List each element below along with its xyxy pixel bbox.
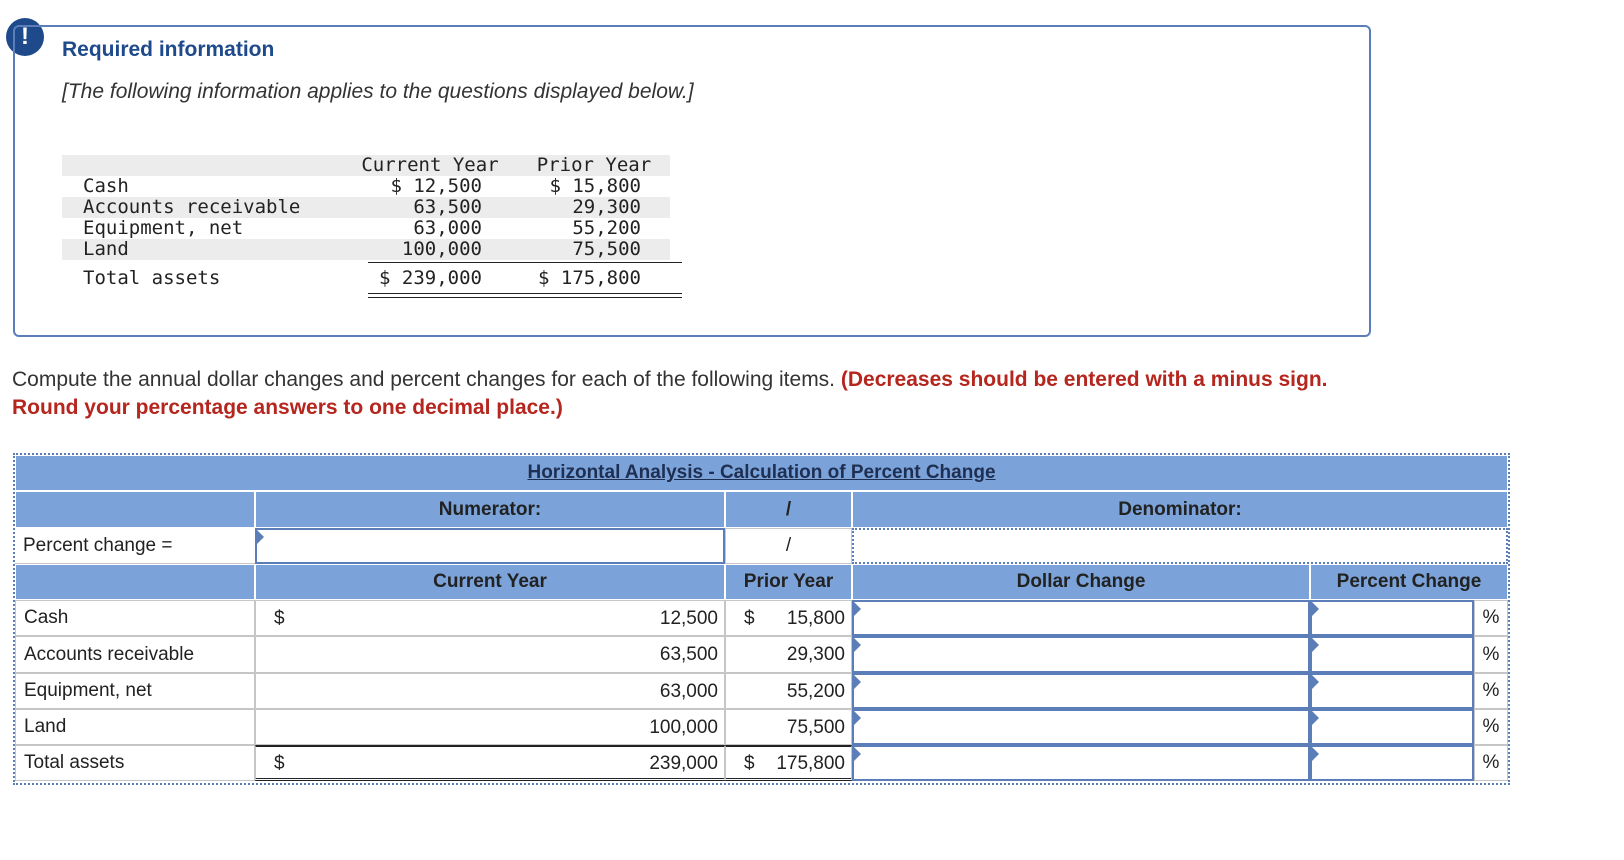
input-marker-icon <box>854 638 861 652</box>
prior-year-value: 55,200 <box>786 681 845 702</box>
prior-year-cell <box>725 745 852 781</box>
prior-value: 75,500 <box>572 238 641 260</box>
percent-sign: % <box>1474 745 1508 781</box>
balance-total-row <box>62 268 670 289</box>
row-label: Cash <box>83 175 129 197</box>
item-label: Total assets <box>15 745 255 781</box>
row-label: Land <box>83 238 129 260</box>
instructions-emphasis: (Decreases should be entered with a minus sign. Round your percentage answers to one decimal place.) <box>12 368 1328 419</box>
input-marker-icon <box>854 602 861 616</box>
prior-year-header: Prior Year <box>536 154 652 176</box>
prior-year-cell <box>725 636 852 673</box>
dollar-sign: $ <box>744 608 755 629</box>
prior-year-value: 175,800 <box>776 753 845 774</box>
input-marker-icon <box>854 747 861 761</box>
alert-icon: ! <box>6 18 44 56</box>
percent-change-input[interactable] <box>1310 673 1474 709</box>
input-marker-icon <box>1312 747 1319 761</box>
dollar-sign: $ <box>744 753 755 774</box>
input-marker-icon <box>1312 638 1319 652</box>
balance-row <box>62 176 670 197</box>
item-label: Equipment, net <box>15 673 255 709</box>
percent-change-label: Percent change = <box>15 528 255 564</box>
current-year-cell <box>255 673 725 709</box>
numerator-input[interactable] <box>255 528 725 564</box>
percent-change-input[interactable] <box>1310 600 1474 636</box>
dollar-change-input[interactable] <box>852 673 1310 709</box>
analysis-title-bar <box>15 455 1508 491</box>
prior-value: $ 15,800 <box>549 175 641 197</box>
input-marker-icon <box>1312 675 1319 689</box>
input-marker-icon <box>1312 602 1319 616</box>
denominator-input[interactable] <box>852 528 1508 564</box>
input-marker-icon <box>1312 711 1319 725</box>
dollar-change-input[interactable] <box>852 600 1310 636</box>
current-year-value: 100,000 <box>649 717 718 738</box>
current-year-cell <box>255 600 725 636</box>
prior-value: 29,300 <box>572 196 641 218</box>
total-prior: $ 175,800 <box>538 267 641 289</box>
current-year-header: Current Year <box>361 154 499 176</box>
total-label: Total assets <box>83 267 221 289</box>
dollar-change-input[interactable] <box>852 745 1310 781</box>
total-double-line <box>368 293 682 298</box>
current-value: $ 12,500 <box>390 175 482 197</box>
current-year-value: 63,000 <box>659 681 718 702</box>
input-marker-icon <box>257 530 264 544</box>
current-year-value: 63,500 <box>659 644 718 665</box>
subtotal-line <box>368 262 682 263</box>
prior-value: 55,200 <box>572 217 641 239</box>
prior-year-value: 15,800 <box>786 608 845 629</box>
blank-header-cell <box>15 491 255 528</box>
prior-year-cell <box>725 709 852 745</box>
current-value: 63,500 <box>413 196 482 218</box>
row-label: Equipment, net <box>83 217 244 239</box>
dollar-change-input[interactable] <box>852 636 1310 673</box>
prior-year-value: 75,500 <box>786 717 845 738</box>
current-year-value: 12,500 <box>659 608 718 629</box>
percent-change-input[interactable] <box>1310 709 1474 745</box>
percent-change-column-header: Percent Change <box>1310 564 1508 600</box>
item-label: Accounts receivable <box>15 636 255 673</box>
percent-sign: % <box>1474 709 1508 745</box>
percent-change-input[interactable] <box>1310 745 1474 781</box>
dollar-sign: $ <box>274 608 285 629</box>
percent-sign: % <box>1474 636 1508 673</box>
required-info-title: Required information <box>62 38 275 61</box>
prior-year-cell <box>725 600 852 636</box>
numerator-label: Numerator: <box>255 491 725 528</box>
blank-header-cell <box>15 564 255 600</box>
balance-row <box>62 239 670 260</box>
balance-header-row <box>62 155 670 176</box>
prior-year-cell <box>725 673 852 709</box>
required-info-subtitle: [The following information applies to the questions displayed below.] <box>62 80 694 103</box>
current-value: 63,000 <box>413 217 482 239</box>
percent-sign: % <box>1474 673 1508 709</box>
item-label: Cash <box>15 600 255 636</box>
input-marker-icon <box>854 675 861 689</box>
slash-divider: / <box>725 528 852 564</box>
dollar-change-column-header: Dollar Change <box>852 564 1310 600</box>
item-label: Land <box>15 709 255 745</box>
balance-row <box>62 197 670 218</box>
dollar-change-input[interactable] <box>852 709 1310 745</box>
dollar-sign: $ <box>274 753 285 774</box>
percent-change-input[interactable] <box>1310 636 1474 673</box>
prior-year-value: 29,300 <box>786 644 845 665</box>
current-year-cell <box>255 636 725 673</box>
analysis-title: Horizontal Analysis - Calculation of Percent Change <box>527 462 996 483</box>
percent-sign: % <box>1474 600 1508 636</box>
slash-label: / <box>725 491 852 528</box>
current-year-value: 239,000 <box>649 753 718 774</box>
denominator-label: Denominator: <box>852 491 1508 528</box>
instructions <box>12 366 1392 422</box>
row-label: Accounts receivable <box>83 196 301 218</box>
current-year-cell <box>255 745 725 781</box>
prior-year-column-header: Prior Year <box>725 564 852 600</box>
current-value: 100,000 <box>401 238 482 260</box>
total-current: $ 239,000 <box>379 267 482 289</box>
input-marker-icon <box>854 711 861 725</box>
balance-row <box>62 218 670 239</box>
instructions-text: Compute the annual dollar changes and percent changes for each of the following items. <box>12 368 841 391</box>
current-year-cell <box>255 709 725 745</box>
current-year-column-header: Current Year <box>255 564 725 600</box>
